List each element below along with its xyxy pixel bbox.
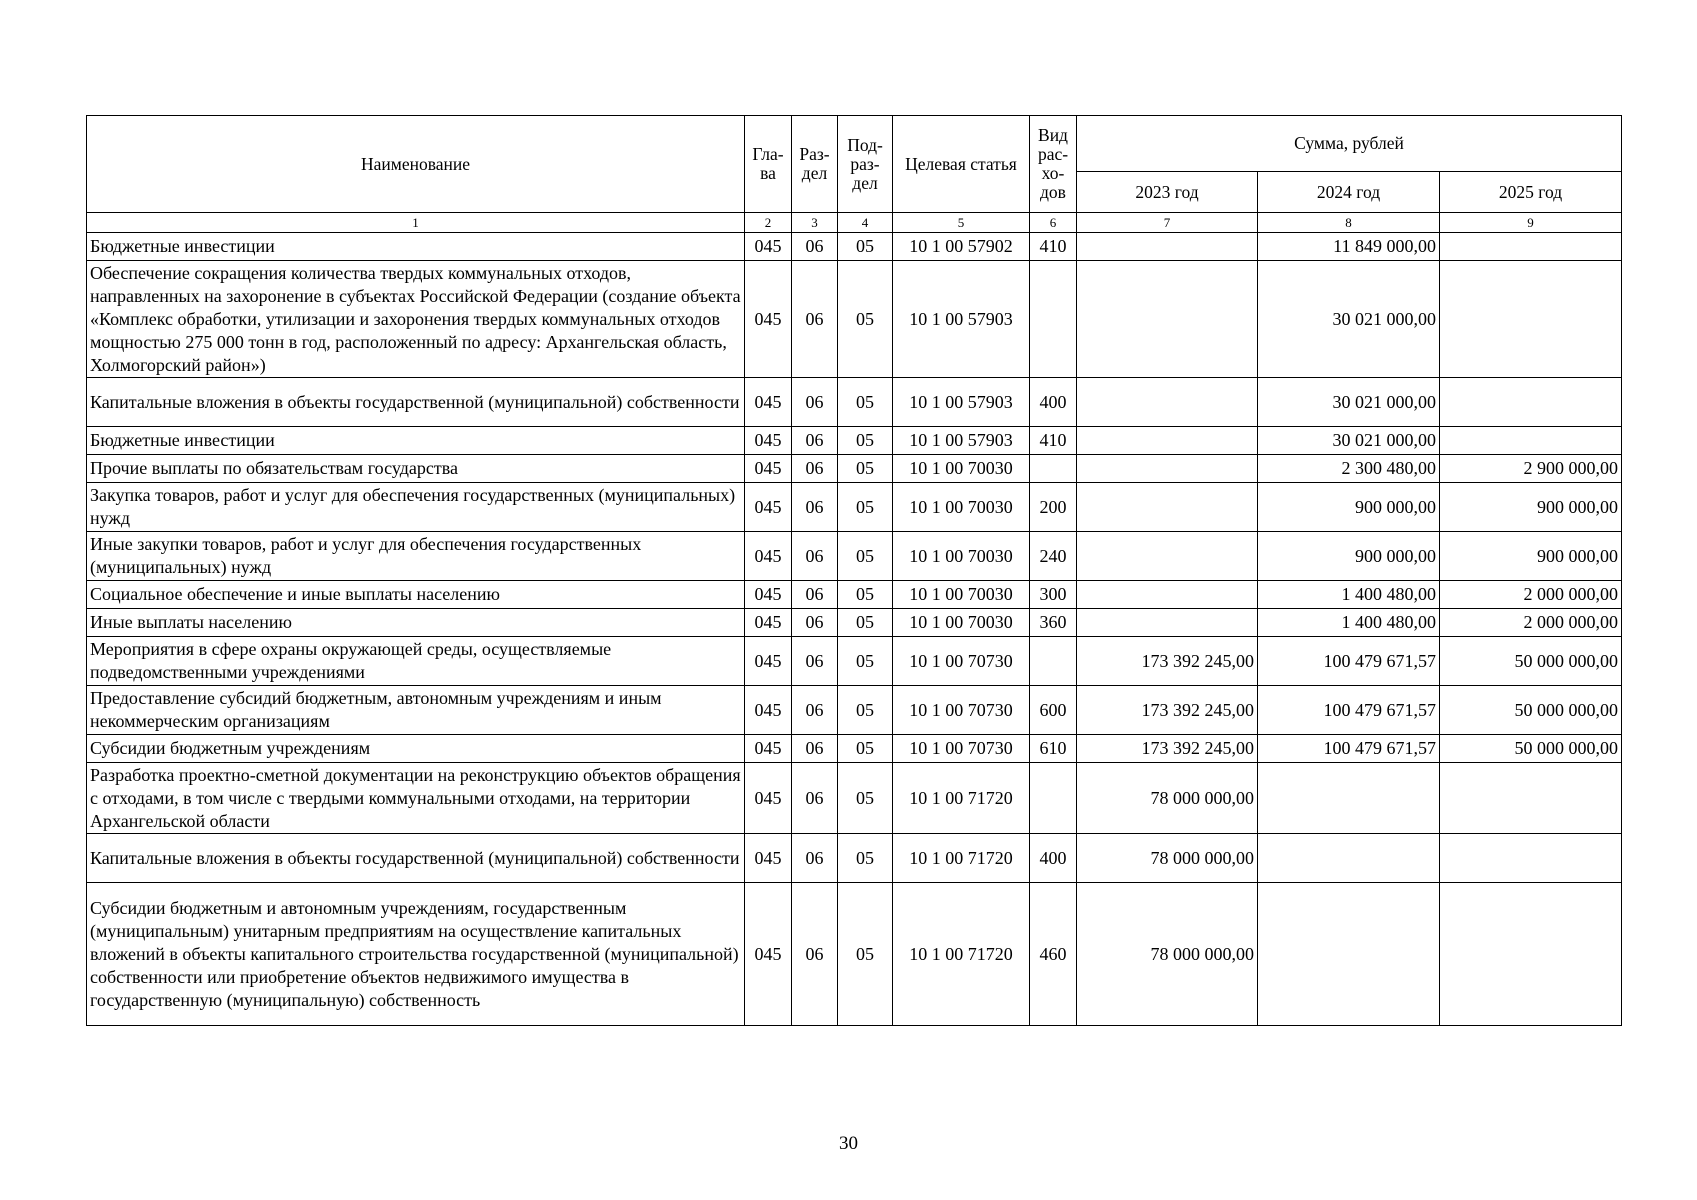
row-name-cell: Социальное обеспечение и иные выплаты населению — [87, 581, 745, 609]
column-number-row — [87, 213, 1622, 233]
row-name-cell: Капитальные вложения в объекты государственной (муниципальной) собственности — [87, 378, 745, 427]
row-sum-2025-cell — [1440, 763, 1622, 834]
row-sum-2023-cell — [1077, 532, 1258, 581]
row-sum-2024-cell: 1 400 480,00 — [1258, 581, 1440, 609]
row-section-cell: 06 — [792, 686, 838, 735]
row-sum-2023-cell — [1077, 378, 1258, 427]
row-chapter-cell: 045 — [745, 763, 792, 834]
row-sum-2024-cell: 100 479 671,57 — [1258, 686, 1440, 735]
row-subsection-cell: 05 — [838, 532, 893, 581]
row-sum-2023-cell — [1077, 455, 1258, 483]
col-2023-header: 2023 год — [1077, 172, 1258, 213]
row-article-cell: 10 1 00 70730 — [893, 735, 1030, 763]
table-row — [87, 686, 1622, 735]
row-name-cell: Разработка проектно-сметной документации на реконструкцию объектов обращения с отходами, в том числе с твердыми коммунальными отходами, на территории Архангельской области — [87, 763, 745, 834]
row-name-cell: Субсидии бюджетным учреждениям — [87, 735, 745, 763]
row-subsection-cell: 05 — [838, 233, 893, 261]
row-name-cell: Капитальные вложения в объекты государственной (муниципальной) собственности — [87, 834, 745, 883]
row-sum-2023-cell: 78 000 000,00 — [1077, 883, 1258, 1026]
row-name-cell: Обеспечение сокращения количества твердых коммунальных отходов, направленных на захоронение в субъектах Российской Федерации (создание объекта «Комплекс обработки, утилизации и захоронения твердых коммунальных отходов мощностью 275 000 тонн в год, расположенный по адресу: Архангельская область, Холмогорский район») — [87, 261, 745, 378]
row-chapter-cell: 045 — [745, 427, 792, 455]
row-subsection-cell: 05 — [838, 735, 893, 763]
table-row — [87, 427, 1622, 455]
row-sum-2023-cell — [1077, 483, 1258, 532]
row-chapter-cell: 045 — [745, 686, 792, 735]
row-name-cell: Бюджетные инвестиции — [87, 427, 745, 455]
table-row — [87, 834, 1622, 883]
row-chapter-cell: 045 — [745, 233, 792, 261]
row-article-cell: 10 1 00 57902 — [893, 233, 1030, 261]
row-article-cell: 10 1 00 57903 — [893, 427, 1030, 455]
row-sum-2025-cell — [1440, 883, 1622, 1026]
row-expense-type-cell: 410 — [1030, 427, 1077, 455]
row-subsection-cell: 05 — [838, 581, 893, 609]
row-sum-2024-cell — [1258, 883, 1440, 1026]
col-number: 9 — [1440, 213, 1622, 233]
row-article-cell: 10 1 00 70030 — [893, 581, 1030, 609]
col-number: 4 — [838, 213, 893, 233]
row-sum-2023-cell — [1077, 233, 1258, 261]
row-subsection-cell: 05 — [838, 883, 893, 1026]
table-row — [87, 483, 1622, 532]
row-sum-2025-cell: 50 000 000,00 — [1440, 686, 1622, 735]
col-2024-header: 2024 год — [1258, 172, 1440, 213]
table-header — [87, 116, 1622, 233]
row-name-cell: Прочие выплаты по обязательствам государства — [87, 455, 745, 483]
table-row — [87, 581, 1622, 609]
row-section-cell: 06 — [792, 637, 838, 686]
row-sum-2024-cell: 900 000,00 — [1258, 532, 1440, 581]
row-section-cell: 06 — [792, 455, 838, 483]
row-section-cell: 06 — [792, 763, 838, 834]
row-sum-2023-cell: 78 000 000,00 — [1077, 763, 1258, 834]
row-subsection-cell: 05 — [838, 483, 893, 532]
row-sum-2024-cell: 30 021 000,00 — [1258, 261, 1440, 378]
col-name-header: Наименование — [87, 116, 745, 213]
row-subsection-cell: 05 — [838, 378, 893, 427]
row-sum-2024-cell — [1258, 763, 1440, 834]
row-sum-2023-cell: 173 392 245,00 — [1077, 735, 1258, 763]
row-article-cell: 10 1 00 70730 — [893, 686, 1030, 735]
row-name-cell: Мероприятия в сфере охраны окружающей среды, осуществляемые подведомственными учреждениями — [87, 637, 745, 686]
row-expense-type-cell: 400 — [1030, 378, 1077, 427]
row-expense-type-cell: 400 — [1030, 834, 1077, 883]
row-article-cell: 10 1 00 70030 — [893, 609, 1030, 637]
row-subsection-cell: 05 — [838, 455, 893, 483]
row-section-cell: 06 — [792, 735, 838, 763]
table-row — [87, 637, 1622, 686]
row-section-cell: 06 — [792, 233, 838, 261]
col-number: 3 — [792, 213, 838, 233]
page-number: 30 — [839, 1133, 858, 1154]
row-chapter-cell: 045 — [745, 261, 792, 378]
row-expense-type-cell: 460 — [1030, 883, 1077, 1026]
row-sum-2025-cell — [1440, 834, 1622, 883]
row-article-cell: 10 1 00 71720 — [893, 834, 1030, 883]
row-subsection-cell: 05 — [838, 763, 893, 834]
row-chapter-cell: 045 — [745, 532, 792, 581]
row-sum-2024-cell: 100 479 671,57 — [1258, 735, 1440, 763]
row-name-cell: Предоставление субсидий бюджетным, автономным учреждениям и иным некоммерческим организациям — [87, 686, 745, 735]
row-expense-type-cell — [1030, 763, 1077, 834]
row-expense-type-cell: 600 — [1030, 686, 1077, 735]
row-sum-2023-cell — [1077, 427, 1258, 455]
row-article-cell: 10 1 00 71720 — [893, 883, 1030, 1026]
row-section-cell: 06 — [792, 609, 838, 637]
table-row — [87, 609, 1622, 637]
table-row — [87, 261, 1622, 378]
row-article-cell: 10 1 00 70030 — [893, 532, 1030, 581]
row-expense-type-cell: 610 — [1030, 735, 1077, 763]
col-number: 1 — [87, 213, 745, 233]
row-expense-type-cell — [1030, 455, 1077, 483]
table-row — [87, 883, 1622, 1026]
table-row — [87, 378, 1622, 427]
row-sum-2025-cell — [1440, 427, 1622, 455]
row-name-cell: Бюджетные инвестиции — [87, 233, 745, 261]
row-chapter-cell: 045 — [745, 581, 792, 609]
col-chapter-header: Гла-ва — [745, 116, 792, 213]
row-section-cell: 06 — [792, 883, 838, 1026]
row-section-cell: 06 — [792, 261, 838, 378]
row-expense-type-cell: 410 — [1030, 233, 1077, 261]
row-section-cell: 06 — [792, 378, 838, 427]
row-expense-type-cell: 300 — [1030, 581, 1077, 609]
col-2025-header: 2025 год — [1440, 172, 1622, 213]
row-chapter-cell: 045 — [745, 834, 792, 883]
col-section-header: Раз-дел — [792, 116, 838, 213]
col-number: 5 — [893, 213, 1030, 233]
row-expense-type-cell — [1030, 637, 1077, 686]
row-expense-type-cell: 360 — [1030, 609, 1077, 637]
row-article-cell: 10 1 00 70030 — [893, 483, 1030, 532]
row-sum-2024-cell: 900 000,00 — [1258, 483, 1440, 532]
row-sum-2023-cell: 173 392 245,00 — [1077, 637, 1258, 686]
table-row — [87, 455, 1622, 483]
col-number: 2 — [745, 213, 792, 233]
row-sum-2023-cell: 173 392 245,00 — [1077, 686, 1258, 735]
row-sum-2025-cell: 2 000 000,00 — [1440, 609, 1622, 637]
row-sum-2023-cell: 78 000 000,00 — [1077, 834, 1258, 883]
row-sum-2025-cell — [1440, 261, 1622, 378]
header-row-1 — [87, 116, 1622, 172]
row-name-cell: Иные закупки товаров, работ и услуг для обеспечения государственных (муниципальных) нужд — [87, 532, 745, 581]
row-section-cell: 06 — [792, 834, 838, 883]
row-chapter-cell: 045 — [745, 483, 792, 532]
row-name-cell: Субсидии бюджетным и автономным учреждениям, государственным (муниципальным) унитарным предприятиям на осуществление капитальных вложений в объекты капитального строительства государственной (муниципальной) собственности или приобретение объектов недвижимого имущества в государственную (муниципальную) собственность — [87, 883, 745, 1026]
col-number: 8 — [1258, 213, 1440, 233]
row-chapter-cell: 045 — [745, 637, 792, 686]
row-article-cell: 10 1 00 71720 — [893, 763, 1030, 834]
table-body — [87, 233, 1622, 1026]
row-expense-type-cell: 200 — [1030, 483, 1077, 532]
row-sum-2024-cell: 30 021 000,00 — [1258, 427, 1440, 455]
row-sum-2025-cell: 2 900 000,00 — [1440, 455, 1622, 483]
row-section-cell: 06 — [792, 427, 838, 455]
row-name-cell: Закупка товаров, работ и услуг для обеспечения государственных (муниципальных) нужд — [87, 483, 745, 532]
col-number: 6 — [1030, 213, 1077, 233]
row-section-cell: 06 — [792, 483, 838, 532]
row-subsection-cell: 05 — [838, 261, 893, 378]
col-subsection-header: Под-раз-дел — [838, 116, 893, 213]
row-sum-2025-cell: 2 000 000,00 — [1440, 581, 1622, 609]
col-target-article-header: Целевая статья — [893, 116, 1030, 213]
row-section-cell: 06 — [792, 581, 838, 609]
row-subsection-cell: 05 — [838, 834, 893, 883]
row-expense-type-cell — [1030, 261, 1077, 378]
row-sum-2023-cell — [1077, 609, 1258, 637]
row-sum-2025-cell — [1440, 378, 1622, 427]
row-article-cell: 10 1 00 57903 — [893, 261, 1030, 378]
row-expense-type-cell: 240 — [1030, 532, 1077, 581]
table-row — [87, 233, 1622, 261]
table-row — [87, 735, 1622, 763]
row-article-cell: 10 1 00 57903 — [893, 378, 1030, 427]
row-sum-2023-cell — [1077, 261, 1258, 378]
row-subsection-cell: 05 — [838, 637, 893, 686]
row-sum-2025-cell — [1440, 233, 1622, 261]
row-sum-2024-cell: 11 849 000,00 — [1258, 233, 1440, 261]
row-subsection-cell: 05 — [838, 609, 893, 637]
table-row — [87, 763, 1622, 834]
row-chapter-cell: 045 — [745, 883, 792, 1026]
col-number: 7 — [1077, 213, 1258, 233]
row-chapter-cell: 045 — [745, 735, 792, 763]
row-sum-2024-cell: 1 400 480,00 — [1258, 609, 1440, 637]
row-sum-2024-cell: 100 479 671,57 — [1258, 637, 1440, 686]
row-sum-2025-cell: 900 000,00 — [1440, 483, 1622, 532]
col-expense-type-header: Вид рас-хо-дов — [1030, 116, 1077, 213]
row-chapter-cell: 045 — [745, 455, 792, 483]
budget-table — [86, 115, 1622, 1026]
row-article-cell: 10 1 00 70030 — [893, 455, 1030, 483]
row-sum-2025-cell: 50 000 000,00 — [1440, 637, 1622, 686]
row-sum-2025-cell: 900 000,00 — [1440, 532, 1622, 581]
col-sum-header: Сумма, рублей — [1077, 116, 1622, 172]
table-row — [87, 532, 1622, 581]
row-subsection-cell: 05 — [838, 427, 893, 455]
row-name-cell: Иные выплаты населению — [87, 609, 745, 637]
row-section-cell: 06 — [792, 532, 838, 581]
row-sum-2024-cell: 2 300 480,00 — [1258, 455, 1440, 483]
row-subsection-cell: 05 — [838, 686, 893, 735]
row-article-cell: 10 1 00 70730 — [893, 637, 1030, 686]
row-sum-2024-cell: 30 021 000,00 — [1258, 378, 1440, 427]
row-sum-2023-cell — [1077, 581, 1258, 609]
row-chapter-cell: 045 — [745, 609, 792, 637]
row-sum-2025-cell: 50 000 000,00 — [1440, 735, 1622, 763]
row-sum-2024-cell — [1258, 834, 1440, 883]
row-chapter-cell: 045 — [745, 378, 792, 427]
